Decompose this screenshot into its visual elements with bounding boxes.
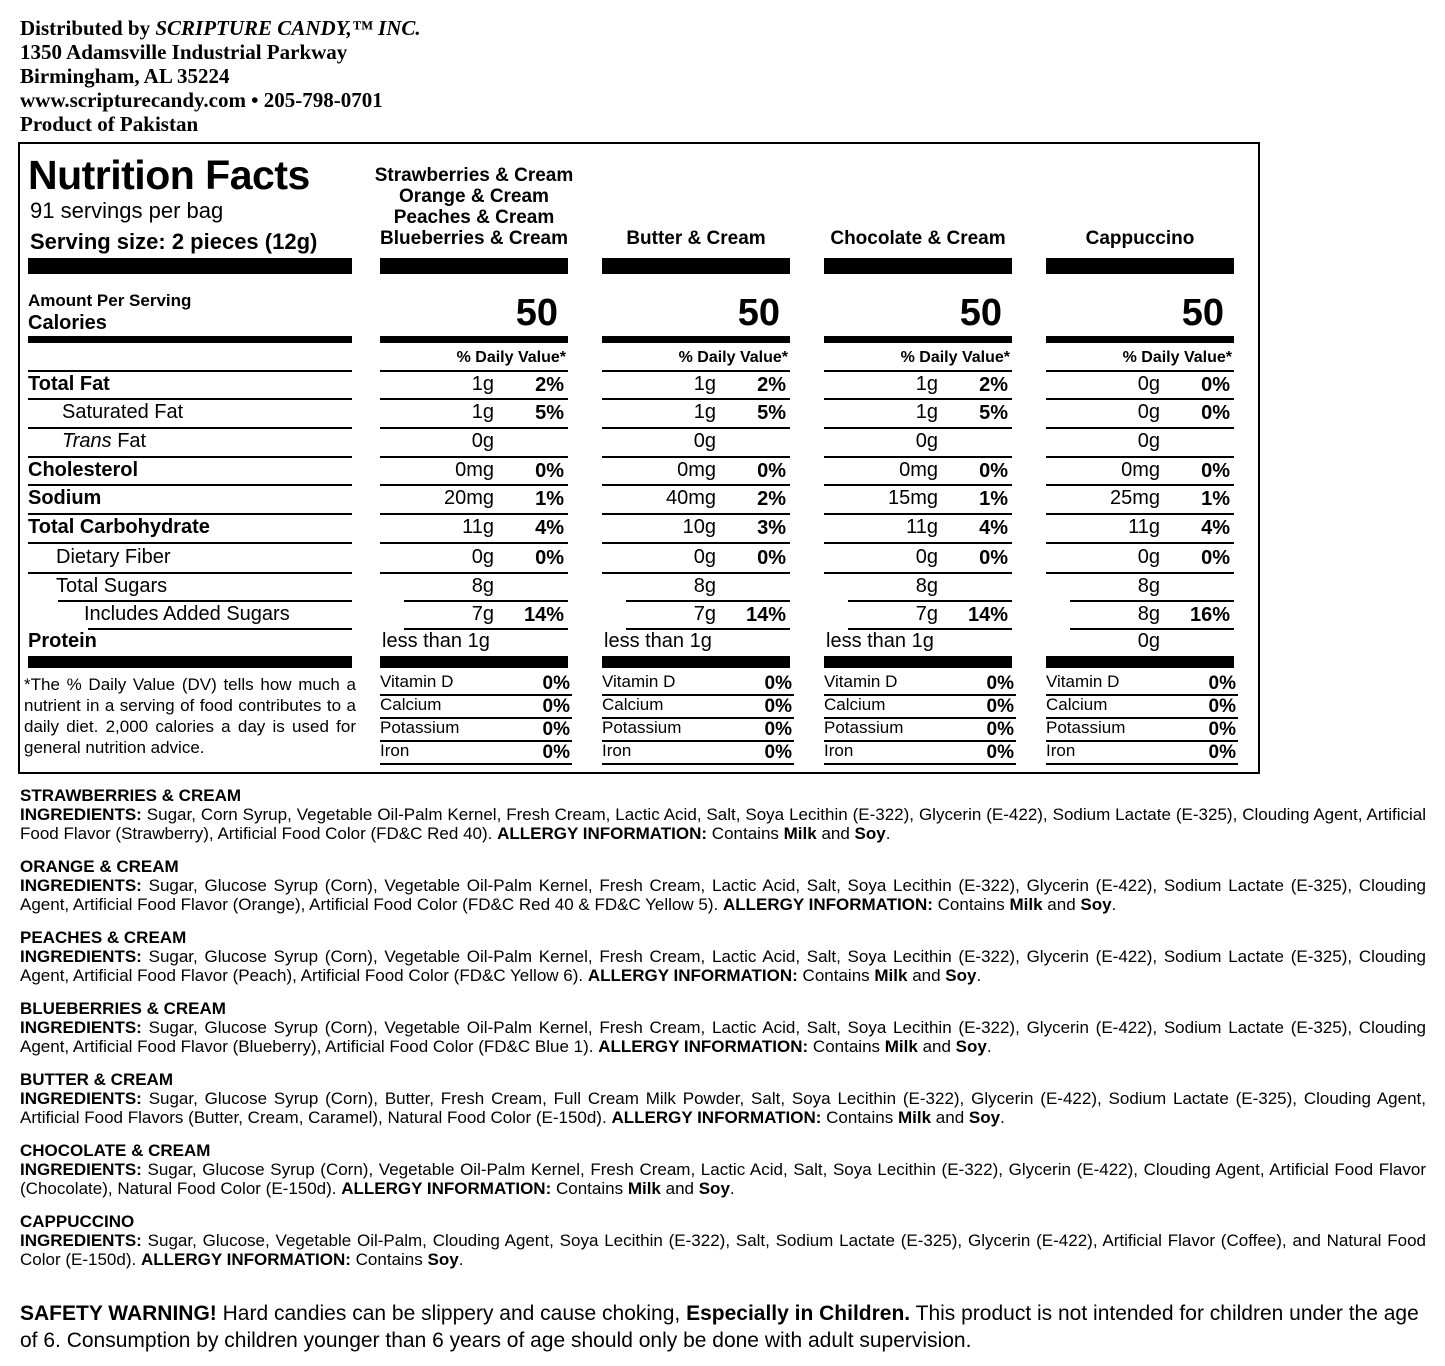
row-line [1046, 484, 1234, 486]
vitamin-name: Iron [380, 741, 410, 760]
distributor-contact: www.scripturecandy.com • 205-798-0701 [20, 88, 383, 112]
ingredient-list: Sugar, Glucose Syrup (Corn), Vegetable Oil-Palm Kernel, Fresh Cream, Lactic Acid, Salt, Soya Lecithin (E-322), Glycerin (E-422), Clouding Agent, Artificial Food Flavor (Chocolate), Natural Food Color (E-150d). [20, 1160, 1426, 1198]
ingredient-flavor-name: CHOCOLATE & CREAM [20, 1141, 211, 1160]
row-divider-line [28, 427, 352, 429]
warning-title: SAFETY WARNING! [20, 1302, 217, 1325]
ingredient-flavor-name: PEACHES & CREAM [20, 928, 187, 947]
vitamin-name: Potassium [602, 718, 682, 737]
row-line [380, 456, 568, 458]
header-divider-bar [28, 258, 352, 274]
nutrient-amount: 0mg [1121, 459, 1160, 481]
calories-label: Calories [28, 312, 107, 334]
nutrient-amount: 11g [462, 516, 494, 538]
nutrient-amount: 11g [1128, 516, 1160, 538]
allergen: Milk [897, 1108, 932, 1127]
nutrient-amount: 40mg [665, 487, 716, 509]
nutrient-percent: 14% [523, 604, 564, 626]
protein-amount: 0g [1137, 630, 1160, 652]
safety-warning: SAFETY WARNING! Hard candies can be slippery and cause choking, Especially in Children. This product is not intended for children under the age of 6. Consumption by children younger than 6 years of age should only be done with adult supervision. [20, 1302, 1419, 1352]
allergen: Soy [968, 1108, 1001, 1127]
allergy-label: ALLERGY INFORMATION: [611, 1108, 822, 1127]
ingredient-block [20, 999, 1426, 1056]
nutrient-label-added-sugars: Includes Added Sugars [84, 603, 290, 625]
ingredient-list: Sugar, Glucose Syrup (Corn), Vegetable Oil-Palm Kernel, Fresh Cream, Lactic Acid, Salt, Soya Lecithin (E-322), Glycerin (E-422), Sodium Lactate (E-325), Clouding Agent, Artificial Food Flavor (Orange), Artificial Food Color (FD&C Red 40 & FD&C Yellow 5). [20, 876, 1426, 914]
distributor-address: 1350 Adamsville Industrial Parkway [20, 40, 348, 64]
column-header-line: Cappuccino [1085, 228, 1195, 249]
nutrient-percent: 2% [757, 374, 786, 396]
nutrient-percent: 1% [1201, 488, 1230, 510]
protein-bar [824, 656, 1012, 668]
nutrient-amount: 8g [1137, 603, 1160, 625]
ingredient-list: Sugar, Glucose Syrup (Corn), Butter, Fresh Cream, Full Cream Milk Powder, Salt, Soya Lecithin (E-322), Glycerin (E-422), Sodium Lactate (E-325), Clouding Agent, Artificial Food Flavors (Butter, Cream, Caramel), Natural Food Color (E-150d). [20, 1089, 1426, 1127]
allergen: Soy [427, 1250, 459, 1269]
ingredient-flavor-name: STRAWBERRIES & CREAM [20, 786, 242, 805]
vitamin-percent: 0% [986, 696, 1014, 717]
allergy-label: ALLERGY INFORMATION: [587, 966, 798, 985]
column-header-bar [824, 258, 1012, 274]
ingredient-text: INGREDIENTS: Sugar, Glucose Syrup (Corn), Butter, Fresh Cream, Full Cream Milk Powder, Salt, Soya Lecithin (E-322), Glycerin (E-422), Sodium Lactate (E-325), Clouding Agent, Artificial Food Flavors (Butter, Cream, Caramel), Natural Food Color (E-150d). ALLERGY INFORMATION: Contains Milk and Soy. [20, 1089, 1426, 1127]
ingredient-text: INGREDIENTS: Sugar, Glucose Syrup (Corn), Vegetable Oil-Palm Kernel, Fresh Cream, Lactic Acid, Salt, Soya Lecithin (E-322), Glycerin (E-422), Sodium Lactate (E-325), Clouding Agent, Artificial Food Flavor (Peach), Artificial Food Color (FD&C Yellow 6). ALLERGY INFORMATION: Contains Milk and Soy. [20, 947, 1426, 985]
contains-word: Contains [812, 1037, 881, 1056]
nutrient-amount: 1g [693, 373, 716, 395]
ingredient-text: INGREDIENTS: Sugar, Glucose Syrup (Corn), Vegetable Oil-Palm Kernel, Fresh Cream, Lactic Acid, Salt, Soya Lecithin (E-322), Glycerin (E-422), Sodium Lactate (E-325), Clouding Agent, Artificial Food Flavor (Blueberry), Artificial Food Color (FD&C Blue 1). ALLERGY INFORMATION: Contains Milk and Soy. [20, 1018, 1426, 1056]
row-line [824, 513, 1012, 515]
daily-value-header: % Daily Value* [900, 349, 1010, 366]
dv-divider-line [28, 370, 352, 372]
nutrient-percent: 2% [979, 374, 1008, 396]
nutrient-percent: 14% [745, 604, 786, 626]
row-divider-line [28, 484, 352, 486]
calories-bar [602, 336, 790, 343]
vitamin-percent: 0% [986, 742, 1014, 763]
nutrient-amount: 0g [471, 430, 494, 452]
vitamin-line [824, 763, 1016, 765]
nutrient-percent: 5% [979, 402, 1008, 424]
nutrient-percent: 5% [535, 402, 564, 424]
allergy-label: ALLERGY INFORMATION: [341, 1179, 552, 1198]
allergy-label: ALLERGY INFORMATION: [598, 1037, 809, 1056]
column-header-line: Chocolate & Cream [830, 228, 1006, 249]
column-header-bar [1046, 258, 1234, 274]
row-line [1046, 427, 1234, 429]
vitamin-name: Iron [602, 741, 632, 760]
nutrient-amount: 10g [682, 516, 716, 538]
nutrient-amount: 0g [471, 546, 494, 568]
nutrient-amount: 0mg [455, 459, 494, 481]
contains-word: Contains [711, 824, 779, 843]
vitamin-percent: 0% [764, 696, 792, 717]
ingredient-text: INGREDIENTS: Sugar, Corn Syrup, Vegetable Oil-Palm Kernel, Fresh Cream, Lactic Acid, Salt, Soya Lecithin (E-322), Glycerin (E-422), Sodium Lactate (E-325), Clouding Agent, Artificial Food Flavor (Strawberry), Artificial Food Color (FD&C Red 40). ALLERGY INFORMATION: Contains Milk and Soy. [20, 805, 1426, 843]
daily-value-header: % Daily Value* [1122, 349, 1232, 366]
nutrition-title: Nutrition Facts [28, 152, 310, 198]
row-line [602, 572, 790, 574]
row-line [602, 398, 790, 400]
allergy-label: ALLERGY INFORMATION: [497, 824, 708, 843]
vitamin-name: Calcium [380, 695, 442, 714]
vitamin-name: Calcium [1046, 695, 1108, 714]
calories-value: 50 [959, 292, 1002, 334]
vitamin-name: Vitamin D [1046, 672, 1120, 691]
ingredient-list: Sugar, Glucose Syrup (Corn), Vegetable Oil-Palm Kernel, Fresh Cream, Lactic Acid, Salt, Soya Lecithin (E-322), Glycerin (E-422), Sodium Lactate (E-325), Clouding Agent, Artificial Food Flavor (Blueberry), Artificial Food Color (FD&C Blue 1). [20, 1018, 1426, 1056]
nutrient-amount: 7g [693, 603, 716, 625]
row-line [824, 484, 1012, 486]
row-line [380, 484, 568, 486]
vitamin-percent: 0% [542, 742, 570, 763]
nutrient-percent: 0% [757, 547, 786, 569]
calories-value: 50 [1181, 292, 1224, 334]
nutrient-amount: 1g [693, 401, 716, 423]
allergen: Soy [854, 824, 886, 843]
nutrient-label-sodium: Sodium [28, 487, 102, 509]
ingredients-label: INGREDIENTS: [20, 1089, 142, 1108]
ingredients-label: INGREDIENTS: [20, 1160, 142, 1179]
ingredient-flavor-name: CAPPUCCINO [20, 1212, 135, 1231]
row-line [404, 600, 568, 602]
nutrient-percent: 0% [979, 547, 1008, 569]
vitamin-name: Vitamin D [602, 672, 676, 691]
row-divider-line [28, 398, 352, 400]
calories-value: 50 [737, 292, 780, 334]
vitamin-name: Iron [824, 741, 854, 760]
nutrient-percent: 0% [1201, 402, 1230, 424]
nutrient-percent: 2% [535, 374, 564, 396]
ingredient-list: Sugar, Corn Syrup, Vegetable Oil-Palm Kernel, Fresh Cream, Lactic Acid, Salt, Soya Lecithin (E-322), Glycerin (E-422), Sodium Lactate (E-325), Clouding Agent, Artificial Food Flavor (Strawberry), Artificial Food Color (FD&C Red 40). [20, 805, 1426, 843]
product-origin: Product of Pakistan [20, 112, 199, 136]
vitamin-name: Vitamin D [380, 672, 454, 691]
calories-divider-bar [28, 336, 352, 343]
allergen: Milk [783, 824, 817, 843]
nutrient-amount: 0g [693, 430, 716, 452]
protein-amount: less than 1g [604, 630, 712, 652]
protein-bar [380, 656, 568, 668]
vitamin-percent: 0% [986, 719, 1014, 740]
dv-line [380, 370, 568, 372]
column-header-bar [380, 258, 568, 274]
nutrient-percent: 1% [979, 488, 1008, 510]
column-header [370, 165, 578, 249]
distributor-line: Distributed by SCRIPTURE CANDY,™ INC. [20, 16, 421, 40]
row-line [380, 572, 568, 574]
nutrient-amount: 25mg [1109, 487, 1160, 509]
calories-bar [380, 336, 568, 343]
row-line [380, 398, 568, 400]
and-word: and [1047, 895, 1076, 914]
nutrient-amount: 8g [1137, 575, 1160, 597]
row-line [1070, 600, 1234, 602]
row-line [824, 572, 1012, 574]
row-line [824, 398, 1012, 400]
nutrient-amount: 8g [471, 575, 494, 597]
vitamin-name: Calcium [602, 695, 664, 714]
row-line [602, 542, 790, 544]
ingredients-label: INGREDIENTS: [20, 1231, 142, 1250]
ingredient-flavor-name: ORANGE & CREAM [20, 857, 179, 876]
warning-emphasis: Especially in Children. [686, 1302, 911, 1325]
row-line [626, 600, 790, 602]
vitamin-percent: 0% [986, 673, 1014, 694]
allergen: Milk [874, 966, 908, 985]
vitamin-percent: 0% [764, 719, 792, 740]
ingredient-flavor-name: BUTTER & CREAM [20, 1070, 173, 1089]
row-divider-line [28, 542, 352, 544]
row-line [380, 513, 568, 515]
ingredients-label: INGREDIENTS: [20, 876, 142, 895]
nutrient-percent: 0% [979, 460, 1008, 482]
nutrient-percent: 14% [967, 604, 1008, 626]
allergy-label: ALLERGY INFORMATION: [140, 1250, 351, 1269]
nutrient-amount: 0g [1137, 546, 1160, 568]
protein-bar [1046, 656, 1234, 668]
row-line [602, 456, 790, 458]
nutrient-label-cholesterol: Cholesterol [28, 459, 139, 481]
nutrient-percent: 4% [979, 517, 1008, 539]
allergen: Milk [627, 1179, 661, 1198]
serving-size: Serving size: 2 pieces (12g) [30, 229, 318, 254]
row-line [380, 542, 568, 544]
ingredients-label: INGREDIENTS: [20, 947, 142, 966]
trans-fat-label [62, 430, 146, 453]
protein-bar [602, 656, 790, 668]
column-header-line: Orange & Cream [399, 186, 549, 207]
nutrient-amount: 0g [1137, 373, 1160, 395]
nutrient-label-sugars: Total Sugars [56, 575, 168, 597]
nutrient-amount: 15mg [887, 487, 938, 509]
nutrient-percent: 5% [757, 402, 786, 424]
nutrient-amount: 1g [471, 401, 494, 423]
ingredient-text: INGREDIENTS: Sugar, Glucose, Vegetable Oil-Palm, Clouding Agent, Soya Lecithin (E-322), Salt, Sodium Lactate (E-325), Glycerin (E-422), Artificial Flavor (Coffee), and Natural Food Color (E-150d). ALLERGY INFORMATION: Contains Soy. [20, 1231, 1426, 1269]
column-header-line: Butter & Cream [626, 228, 766, 249]
nutrient-percent: 0% [535, 460, 564, 482]
vitamin-percent: 0% [1208, 696, 1236, 717]
nutrient-percent: 0% [1201, 547, 1230, 569]
allergen: Soy [945, 966, 977, 985]
contains-word: Contains [555, 1179, 624, 1198]
and-word: and [922, 1037, 951, 1056]
vitamin-name: Potassium [1046, 718, 1126, 737]
ingredient-list: Sugar, Glucose, Vegetable Oil-Palm, Clouding Agent, Soya Lecithin (E-322), Salt, Sodium Lactate (E-325), Glycerin (E-422), Artificial Flavor (Coffee), and Natural Food Color (E-150d). [20, 1231, 1426, 1269]
vitamin-percent: 0% [542, 673, 570, 694]
row-divider-line [58, 600, 352, 602]
row-line [602, 427, 790, 429]
servings-per-container: 91 servings per bag [30, 198, 224, 223]
nutrition-facts-panel [18, 142, 1260, 774]
distributor-info [20, 16, 421, 136]
ingredients-label: INGREDIENTS: [20, 805, 142, 824]
nutrient-percent: 0% [535, 547, 564, 569]
row-line [1046, 513, 1234, 515]
daily-value-footnote: *The % Daily Value (DV) tells how much a nutrient in a serving of food contributes to a daily diet. 2,000 calories a day is used for general nutrition advice. [24, 675, 356, 757]
and-word: and [821, 824, 850, 843]
and-word: and [935, 1108, 965, 1127]
nutrient-label-total-fat: Total Fat [28, 373, 110, 395]
ingredient-block [20, 857, 1426, 914]
vitamin-name: Potassium [380, 718, 460, 737]
protein-amount: less than 1g [826, 630, 934, 652]
allergen: Soy [1080, 895, 1112, 914]
ingredient-list: Sugar, Glucose Syrup (Corn), Vegetable Oil-Palm Kernel, Fresh Cream, Lactic Acid, Salt, Soya Lecithin (E-322), Glycerin (E-422), Sodium Lactate (E-325), Clouding Agent, Artificial Food Flavor (Peach), Artificial Food Color (FD&C Yellow 6). [20, 947, 1426, 985]
nutrient-percent: 0% [1201, 374, 1230, 396]
nutrient-amount: 8g [693, 575, 716, 597]
dv-line [1046, 370, 1234, 372]
row-line [380, 427, 568, 429]
protein-amount: less than 1g [382, 630, 490, 652]
ingredient-flavor-name: BLUEBERRIES & CREAM [20, 999, 226, 1018]
contains-word: Contains [802, 966, 870, 985]
vitamin-percent: 0% [542, 719, 570, 740]
nutrient-label-fiber: Dietary Fiber [56, 546, 171, 568]
daily-value-header: % Daily Value* [456, 349, 566, 366]
ingredients-section [20, 786, 1426, 1283]
nutrient-percent: 16% [1189, 604, 1230, 626]
nutrient-percent: 1% [535, 488, 564, 510]
distributor-city: Birmingham, AL 35224 [20, 64, 230, 88]
vitamin-name: Potassium [824, 718, 904, 737]
nutrient-percent: 3% [757, 517, 786, 539]
vitamin-percent: 0% [764, 742, 792, 763]
calories-value: 50 [515, 292, 558, 334]
distributor-company: SCRIPTURE CANDY,™ INC. [155, 16, 421, 40]
vitamin-name: Vitamin D [824, 672, 898, 691]
row-line [1046, 456, 1234, 458]
nutrient-amount: 0mg [899, 459, 938, 481]
nutrient-amount: 1g [471, 373, 494, 395]
column-header [592, 228, 800, 249]
vitamin-line [602, 763, 794, 765]
nutrient-amount: 1g [915, 373, 938, 395]
row-line [824, 456, 1012, 458]
row-divider-line [88, 628, 352, 630]
ingredient-text: INGREDIENTS: Sugar, Glucose Syrup (Corn), Vegetable Oil-Palm Kernel, Fresh Cream, Lactic Acid, Salt, Soya Lecithin (E-322), Glycerin (E-422), Clouding Agent, Artificial Food Flavor (Chocolate), Natural Food Color (E-150d). ALLERGY INFORMATION: Contains Milk and Soy. [20, 1160, 1426, 1198]
nutrient-percent: 0% [757, 460, 786, 482]
ingredient-block [20, 928, 1426, 985]
row-line [1046, 398, 1234, 400]
row-line [848, 600, 1012, 602]
vitamin-name: Calcium [824, 695, 886, 714]
contains-word: Contains [355, 1250, 423, 1269]
calories-bar [824, 336, 1012, 343]
nutrient-percent: 4% [1201, 517, 1230, 539]
nutrient-label-total-carb: Total Carbohydrate [28, 516, 210, 538]
nutrient-percent: 4% [535, 517, 564, 539]
protein-divider-bar [28, 656, 352, 668]
nutrient-amount: 1g [915, 401, 938, 423]
row-line [602, 484, 790, 486]
dv-line [602, 370, 790, 372]
nutrient-label-protein: Protein [28, 630, 97, 652]
row-divider-line [28, 513, 352, 515]
nutrient-label-saturated-fat: Saturated Fat [62, 401, 184, 423]
allergen: Milk [1009, 895, 1043, 914]
row-line [1046, 572, 1234, 574]
vitamin-line [1046, 763, 1238, 765]
and-word: and [912, 966, 941, 985]
allergen: Milk [884, 1037, 918, 1056]
column-header [1036, 228, 1244, 249]
row-divider-line [28, 572, 352, 574]
ingredient-block [20, 1141, 1426, 1198]
nutrient-amount: 0g [915, 430, 938, 452]
row-line [1046, 542, 1234, 544]
calories-bar [1046, 336, 1234, 343]
vitamin-percent: 0% [1208, 742, 1236, 763]
ingredient-text: INGREDIENTS: Sugar, Glucose Syrup (Corn), Vegetable Oil-Palm Kernel, Fresh Cream, Lactic Acid, Salt, Soya Lecithin (E-322), Glycerin (E-422), Sodium Lactate (E-325), Clouding Agent, Artificial Food Flavor (Orange), Artificial Food Color (FD&C Red 40 & FD&C Yellow 5). ALLERGY INFORMATION: Contains Milk and Soy. [20, 876, 1426, 914]
row-line [602, 513, 790, 515]
and-word: and [665, 1179, 694, 1198]
ingredient-block [20, 786, 1426, 843]
ingredient-block [20, 1212, 1426, 1269]
column-header [814, 228, 1022, 249]
nutrient-amount: 7g [915, 603, 938, 625]
daily-value-header: % Daily Value* [678, 349, 788, 366]
dv-line [824, 370, 1012, 372]
ingredient-block [20, 1070, 1426, 1127]
nutrient-amount: 0g [1137, 401, 1160, 423]
amount-per-serving-label: Amount Per Serving [28, 291, 192, 310]
nutrient-amount: 7g [471, 603, 494, 625]
nutrient-percent: 0% [1201, 460, 1230, 482]
nutrient-amount: 0g [693, 546, 716, 568]
allergen: Soy [698, 1179, 730, 1198]
ingredients-label: INGREDIENTS: [20, 1018, 142, 1037]
allergy-label: ALLERGY INFORMATION: [722, 895, 933, 914]
nutrient-amount: 0g [1137, 430, 1160, 452]
vitamin-name: Iron [1046, 741, 1076, 760]
row-line [824, 542, 1012, 544]
vitamin-line [380, 763, 572, 765]
trans-fat-italic: Trans [62, 430, 112, 452]
row-divider-line [28, 456, 352, 458]
column-header-line: Strawberries & Cream [374, 165, 574, 186]
contains-word: Contains [937, 895, 1005, 914]
nutrient-amount: 20mg [443, 487, 494, 509]
column-header-line: Blueberries & Cream [380, 228, 568, 249]
row-line [824, 427, 1012, 429]
nutrient-amount: 0mg [677, 459, 716, 481]
nutrient-percent: 2% [757, 488, 786, 510]
trans-fat-rest: Fat [111, 430, 147, 452]
column-header-bar [602, 258, 790, 274]
vitamin-percent: 0% [1208, 719, 1236, 740]
column-header-line: Peaches & Cream [393, 207, 555, 228]
vitamin-percent: 0% [764, 673, 792, 694]
nutrient-amount: 0g [915, 546, 938, 568]
nutrient-amount: 8g [915, 575, 938, 597]
contains-word: Contains [826, 1108, 894, 1127]
vitamin-percent: 0% [542, 696, 570, 717]
nutrient-amount: 11g [906, 516, 938, 538]
vitamin-percent: 0% [1208, 673, 1236, 694]
allergen: Soy [955, 1037, 987, 1056]
